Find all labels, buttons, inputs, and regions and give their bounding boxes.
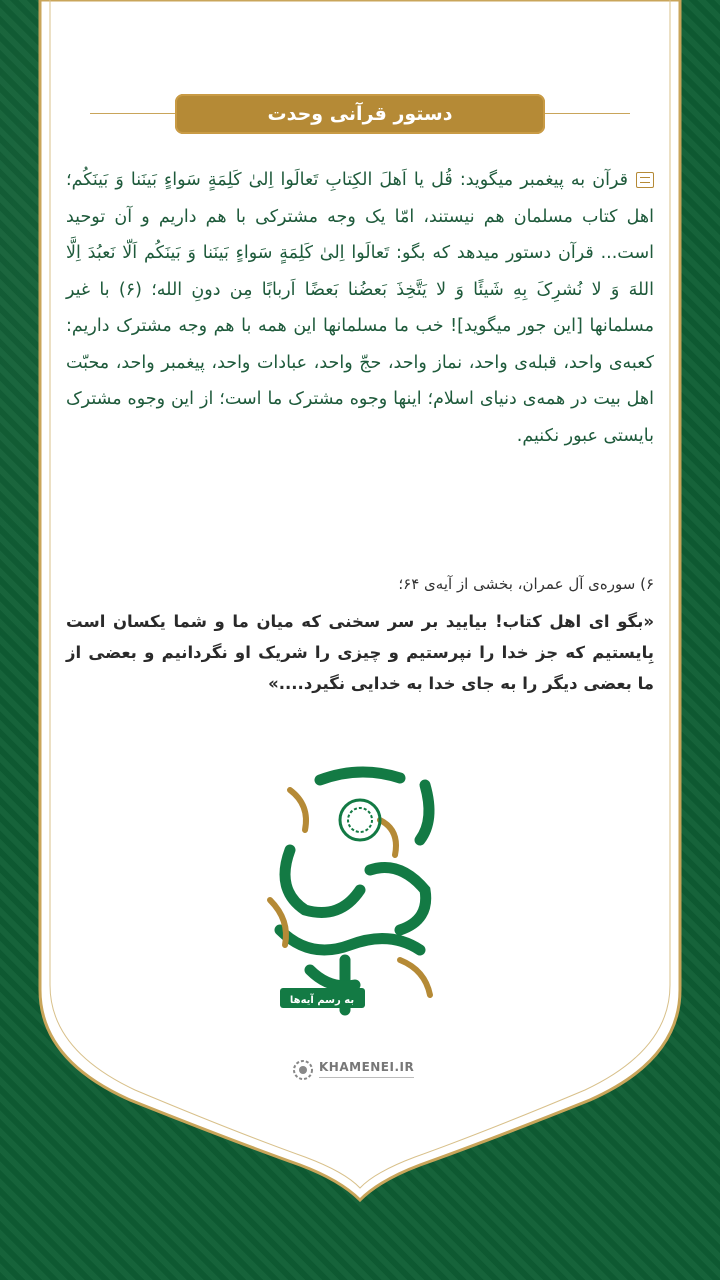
paragraph-text: قرآن به پیغمبر میگوید: قُل یا اَهلَ الکِتابِ تَعالَوا اِلیٰ کَلِمَةٍ سَواءٍ بَینَنا وَ بَینَکُم؛ اهل کتاب مسلمان هم نیستند، امّا یک وجه مشترکی با هم داریم و آن توحید است... قرآن دستور میدهد که بگو: تَعالَوا اِلیٰ کَلِمَةٍ سَواءٍ بَینَنا وَ بَینَکُم اَلّا نَعبُدَ اِلَّا اللهَ وَ لا نُشرِکَ بِهِ شَیئًا وَ لا یَتَّخِذَ بَعضُنا بَعضًا اَربابًا مِن دونِ الله؛ (۶) با غیر مسلمانها [این جور میگوید]! خب ما مسلمانها این همه با هم وجه مشترک داریم: کعبه‌ی واحد، قبله‌ی واحد، نماز واحد، حجّ واحد، عبادات واحد، پیغمبر واحد، محبّت اهل بیت در همه‌ی دنیای اسلام؛ اینها وجوه مشترک ما است؛ از این وجوه مشترک بایستی عبور نکنیم.: [66, 170, 654, 446]
footnote-quote: «بگو ای اهل کتاب! بیایید بر سر سخنی که میان ما و شما یکسان است بِایستیم که جز خدا را نپرستیم و چیزی را شریک او نگردانیم و بعضی از ما بعضی دیگر را به جای خدا به خدایی نگیرد....»: [66, 612, 654, 693]
page-title: دستور قرآنی وحدت: [175, 94, 545, 134]
calligraphy-logo: [250, 760, 470, 1020]
credit-subline: [319, 1077, 414, 1081]
title-divider-right: [535, 113, 630, 114]
title-banner: [90, 94, 630, 134]
khamenei-seal-icon: [292, 1059, 314, 1081]
credit-name: KHAMENEI.IR: [319, 1059, 415, 1074]
site-credit: [292, 1055, 432, 1085]
footnote-reference: ۶) سوره‌ی آل عمران، بخشی از آیه‌ی ۶۴؛: [398, 575, 654, 593]
logo-tag: به رسم آیه‌ها: [289, 995, 355, 1006]
main-paragraph: [66, 162, 654, 454]
title-divider-left: [90, 113, 185, 114]
quote-book-icon: [636, 172, 654, 188]
